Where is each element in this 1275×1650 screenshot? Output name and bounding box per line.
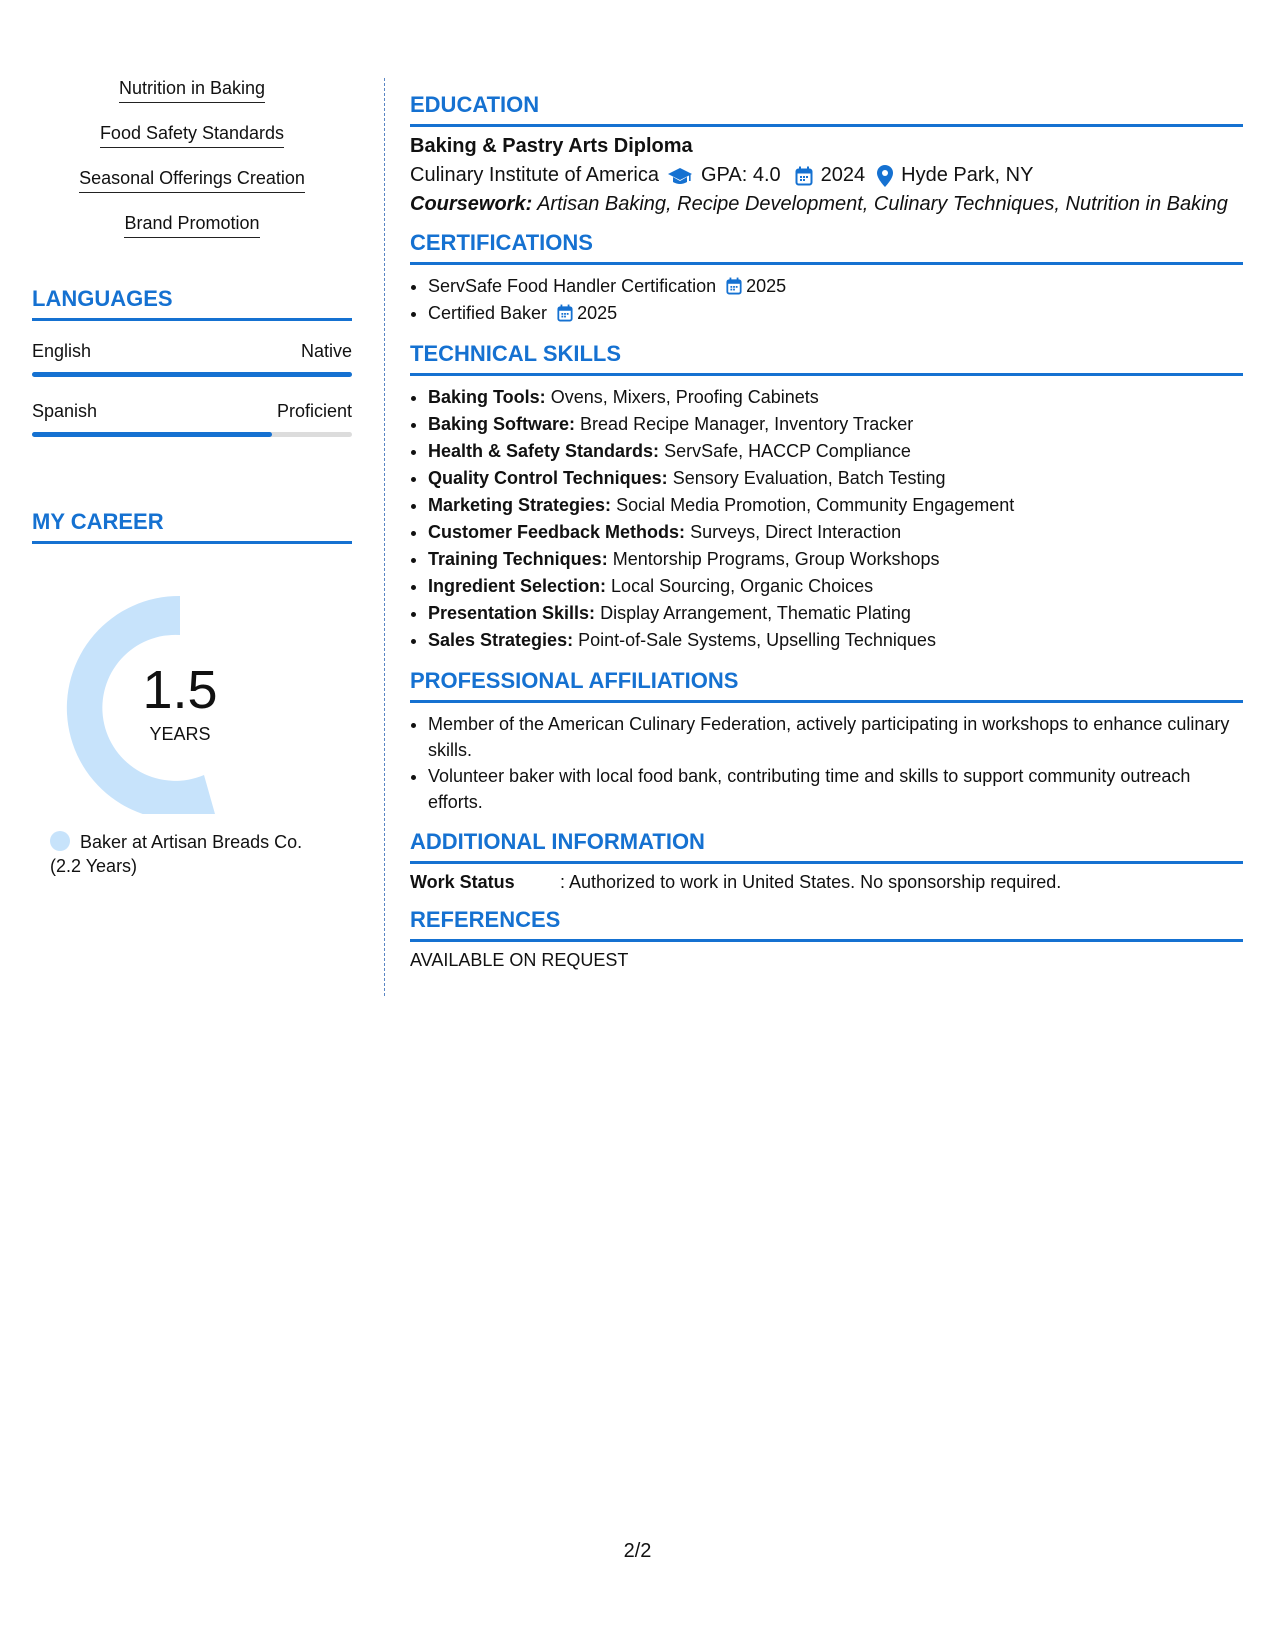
graduation-cap-icon	[667, 166, 693, 186]
work-status-value: : Authorized to work in United States. No sponsorship required.	[560, 872, 1062, 892]
skill-category: Baking Software:	[428, 414, 576, 434]
career-total-unit: YEARS	[149, 724, 211, 744]
graduation-year: 2024	[820, 164, 866, 186]
affiliation-item: • Member of the American Culinary Federation, actively participating in workshops to enhance culinary skills.	[428, 711, 1243, 763]
coursework	[410, 193, 1243, 216]
language-name: Spanish	[32, 401, 98, 421]
references-section	[410, 907, 1243, 971]
skill-item	[428, 411, 1243, 438]
skill-item	[428, 465, 1243, 492]
certifications-heading: CERTIFICATIONS	[410, 230, 1243, 265]
coursework-label: Coursework:	[410, 193, 533, 215]
language-name: English	[32, 341, 92, 361]
affiliations-heading: PROFESSIONAL AFFILIATIONS	[410, 668, 1243, 703]
affiliation-item: • Volunteer baker with local food bank, contributing time and skills to support community outreach efforts.	[428, 763, 1243, 815]
education-section	[410, 92, 1243, 216]
skill-item	[428, 546, 1243, 573]
additional-info-section	[410, 829, 1243, 893]
references-heading: REFERENCES	[410, 907, 1243, 942]
skill-values: Sensory Evaluation, Batch Testing	[672, 468, 946, 488]
skill-item	[428, 438, 1243, 465]
language-bar-fill	[32, 372, 352, 377]
strength-item: Brand Promotion	[124, 213, 259, 238]
skill-values: Point-of-Sale Systems, Upselling Techniques	[578, 630, 936, 650]
legend-dot	[50, 831, 70, 851]
language-item	[32, 341, 352, 377]
certification-item	[428, 273, 1243, 300]
education-details	[410, 164, 1243, 187]
language-bar-fill	[32, 432, 272, 437]
skill-category: Ingredient Selection:	[428, 576, 607, 596]
certification-name: ServSafe Food Handler Certification	[428, 276, 717, 296]
calendar-icon	[557, 304, 573, 322]
languages-heading: LANGUAGES	[32, 286, 352, 321]
skill-item	[428, 573, 1243, 600]
skill-values: Display Arrangement, Thematic Plating	[600, 603, 911, 623]
skill-category: Quality Control Techniques:	[428, 468, 668, 488]
left-column	[32, 78, 352, 878]
calendar-icon	[726, 277, 742, 295]
work-status-label: Work Status	[410, 872, 515, 892]
affiliations-section	[410, 668, 1243, 815]
certification-name: Certified Baker	[428, 303, 548, 323]
location: Hyde Park, NY	[901, 164, 1034, 186]
skill-item	[428, 384, 1243, 411]
language-bar	[32, 372, 352, 377]
skill-item	[428, 492, 1243, 519]
certifications-section	[410, 230, 1243, 327]
gpa: GPA: 4.0	[701, 164, 781, 186]
education-heading: EDUCATION	[410, 92, 1243, 127]
certification-year: 2025	[577, 303, 618, 323]
calendar-icon	[795, 166, 813, 186]
language-level: Native	[300, 341, 352, 361]
strengths-list	[32, 78, 352, 258]
certification-item	[428, 300, 1243, 327]
skill-values: Surveys, Direct Interaction	[690, 522, 902, 542]
technical-skills-heading: TECHNICAL SKILLS	[410, 341, 1243, 376]
language-level: Proficient	[276, 401, 352, 421]
references-text: AVAILABLE ON REQUEST	[410, 950, 629, 970]
certification-year: 2025	[746, 276, 787, 296]
skill-category: Presentation Skills:	[428, 603, 596, 623]
career-legend-duration: (2.2 Years)	[50, 856, 138, 876]
skill-category: Baking Tools:	[428, 387, 546, 407]
additional-info-heading: ADDITIONAL INFORMATION	[410, 829, 1243, 864]
skill-category: Marketing Strategies:	[428, 495, 612, 515]
page-number: 2/2	[623, 1540, 652, 1562]
technical-skills-section	[410, 341, 1243, 654]
skill-values: Ovens, Mixers, Proofing Cabinets	[550, 387, 819, 407]
skill-category: Health & Safety Standards:	[428, 441, 660, 461]
strength-item: Seasonal Offerings Creation	[79, 168, 305, 193]
institution: Culinary Institute of America	[410, 164, 659, 186]
skill-values: Bread Recipe Manager, Inventory Tracker	[580, 414, 914, 434]
skill-category: Training Techniques:	[428, 549, 608, 569]
skill-values: Mentorship Programs, Group Workshops	[612, 549, 940, 569]
location-pin-icon	[877, 165, 893, 187]
language-bar	[32, 432, 352, 437]
column-divider	[384, 78, 385, 996]
career-legend-label: Baker at Artisan Breads Co.	[80, 832, 303, 852]
strength-item: Food Safety Standards	[100, 123, 284, 148]
work-status-row	[410, 872, 1243, 893]
degree-title: Baking & Pastry Arts Diploma	[410, 135, 693, 157]
strength-item: Nutrition in Baking	[119, 78, 265, 103]
skill-values: Local Sourcing, Organic Choices	[611, 576, 874, 596]
career-legend-item	[50, 830, 352, 878]
language-item	[32, 401, 352, 437]
skill-values: Social Media Promotion, Community Engagement	[616, 495, 1015, 515]
career-heading: MY CAREER	[32, 509, 352, 544]
career-total-value: 1.5	[142, 660, 218, 720]
career-donut-chart	[32, 554, 352, 814]
skill-item	[428, 627, 1243, 654]
skill-category: Customer Feedback Methods:	[428, 522, 686, 542]
coursework-list: Artisan Baking, Recipe Development, Culinary Techniques, Nutrition in Baking	[537, 193, 1228, 215]
skill-item	[428, 600, 1243, 627]
skill-category: Sales Strategies:	[428, 630, 574, 650]
skill-item	[428, 519, 1243, 546]
right-column	[410, 92, 1243, 985]
skill-values: ServSafe, HACCP Compliance	[664, 441, 911, 461]
